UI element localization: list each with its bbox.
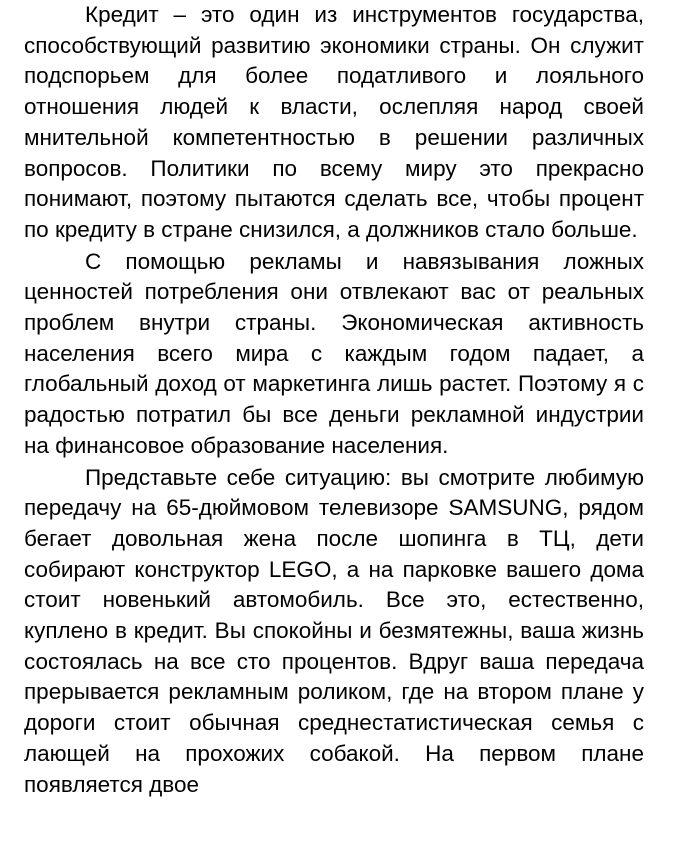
document-page <box>24 0 644 800</box>
paragraph-advertising: С помощью рекламы и навязывания ложных ценностей потребления они отвлекают вас от реальных проблем внутри страны. Экономическая активность населения всего мира с каждым годом падает, а глобальный доход от маркетинга лишь растет. Поэтому я с радостью потратил бы все деньги рекламной индустрии на финансовое образование населения. <box>24 248 644 458</box>
paragraph-situation: Представьте себе ситуацию: вы смотрите любимую передачу на 65-дюймовом телевизоре SAMSUNG, рядом бегает довольная жена после шопинга в ТЦ, дети собирают конструктор LEGO, а на парковке вашего дома стоит новенький автомобиль. Все это, естественно, куплено в кредит. Вы спокойны и безмятежны, ваша жизнь состоялась на все сто процентов. Вдруг ваша передача прерывается рекламным роликом, где на втором плане у дороги стоит обычная среднестатистическая семья с лающей на прохожих собакой. На первом плане появляется двое <box>24 464 644 797</box>
paragraph-credit-intro: Кредит – это один из инструментов государства, способствующий развитию экономики страны. Он служит подспорьем для более податливого и лояльного отношения людей к власти, ослепляя народ своей мнительной компетентностью в решении различных вопросов. Политики по всему миру это прекрасно понимают, поэтому пытаются сделать все, чтобы процент по кредиту в стране снизился, а должников стало больше. <box>24 2 644 242</box>
